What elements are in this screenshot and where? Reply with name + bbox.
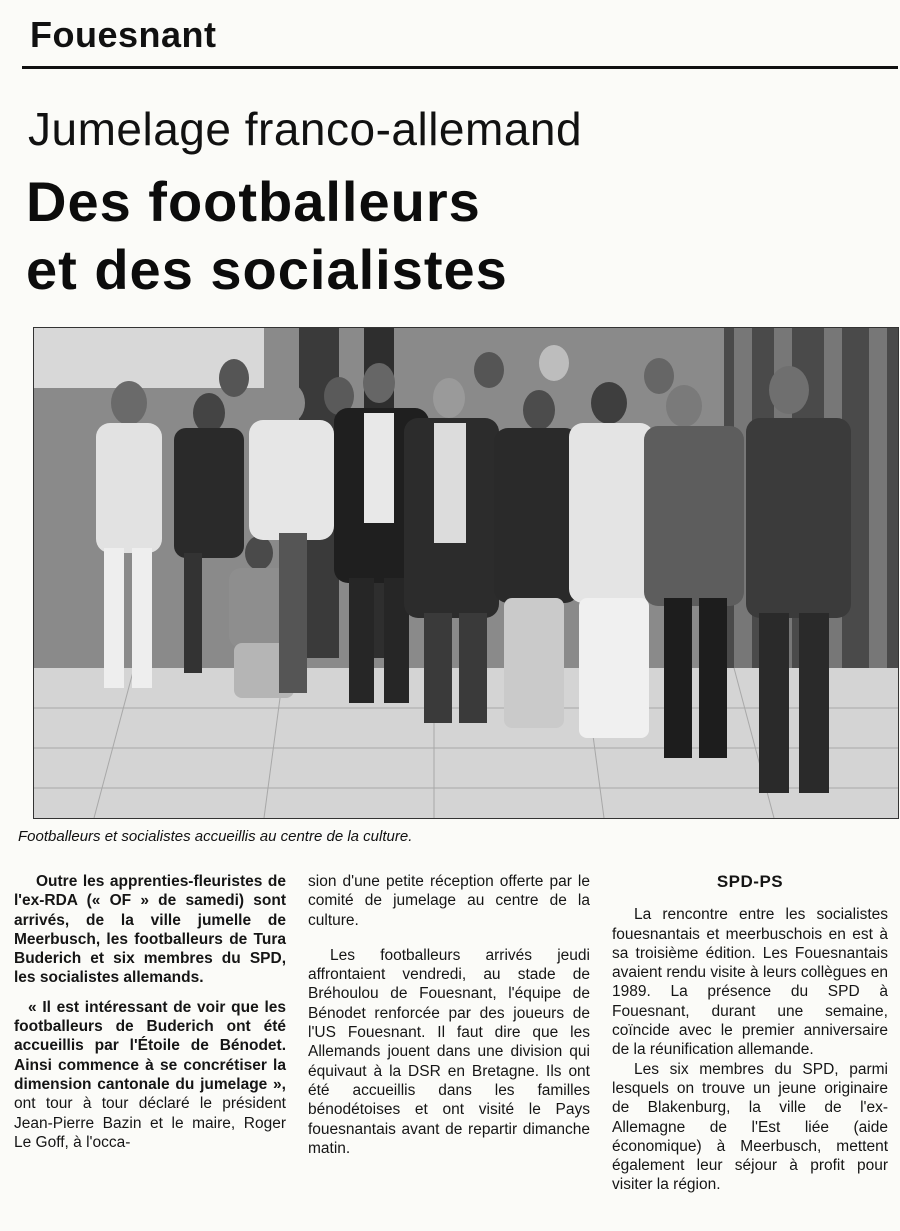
article-column-3	[612, 872, 888, 1195]
quote-bold-text: « Il est intéressant de voir que les footballeurs de Buderich ont été accueillis par l'Étoile de Bénodet. Ainsi commence à se concrétiser la dimension cantonale du jumelage »,	[14, 998, 286, 1093]
column2-paragraph-1: sion d'une petite réception offerte par le comité de jumelage au centre de la culture.	[308, 873, 590, 929]
group-photo-illustration	[34, 328, 898, 818]
kicker: Jumelage franco-allemand	[28, 103, 583, 155]
column3-paragraph-2: Les six membres du SPD, parmi lesquels on trouve un jeune originaire de Blakenburg, la ville de l'ex-Allemagne de l'Est liée (aide économique) à Meerbusch, mettent également leur séjour à profit pour visiter la région.	[612, 1060, 888, 1194]
article-column-2	[308, 872, 590, 1158]
column3-paragraph-1: La rencontre entre les socialistes fouesnantais et meerbuschois en est à sa troisième édition. Les Fouesnantais avaient rendu visite à leurs collègues en 1989. La présence du SPD à Fouesnant, durant une semaine, coïncide avec le premier anniversaire de la réunification allemande.	[612, 906, 888, 1059]
headline	[26, 168, 786, 304]
column2-paragraph-2: Les footballeurs arrivés jeudi affrontaient vendredi, au stade de Bréhoulou de Fouesnant, l'équipe de Bénodet renforcée par des joueurs de l'US Fouesnant. Il faut dire que les Allemands jouent dans une division qui équivaut à la DSR en Bretagne. Ils ont été accueillis dans les familles bénodétoises et ont visité le Pays fouesnantais avant de repartir dimanche matin.	[308, 946, 590, 1157]
photo-caption: Footballeurs et socialistes accueillis au centre de la culture.	[18, 828, 413, 845]
section-label: Fouesnant	[30, 14, 217, 55]
lead-paragraph: Outre les apprenties-fleuristes de l'ex-RDA (« OF » de samedi) sont arrivés, de la ville jumelle de Meerbusch, les footballeurs de Tura Buderich et six membres du SPD, les socialistes allemands.	[14, 873, 286, 987]
headline-line-1: Des footballeurs	[26, 170, 481, 233]
group-photo	[33, 327, 899, 819]
subhead-spd-ps: SPD-PS	[716, 872, 784, 891]
section-rule	[22, 66, 898, 69]
quote-paragraph	[14, 998, 286, 1152]
article-column-1	[14, 872, 286, 1152]
quote-rest-text: ont tour à tour déclaré le président Jean-Pierre Bazin et le maire, Roger Le Goff, à l'occa-	[14, 1095, 286, 1151]
headline-line-2: et des socialistes	[26, 238, 508, 301]
